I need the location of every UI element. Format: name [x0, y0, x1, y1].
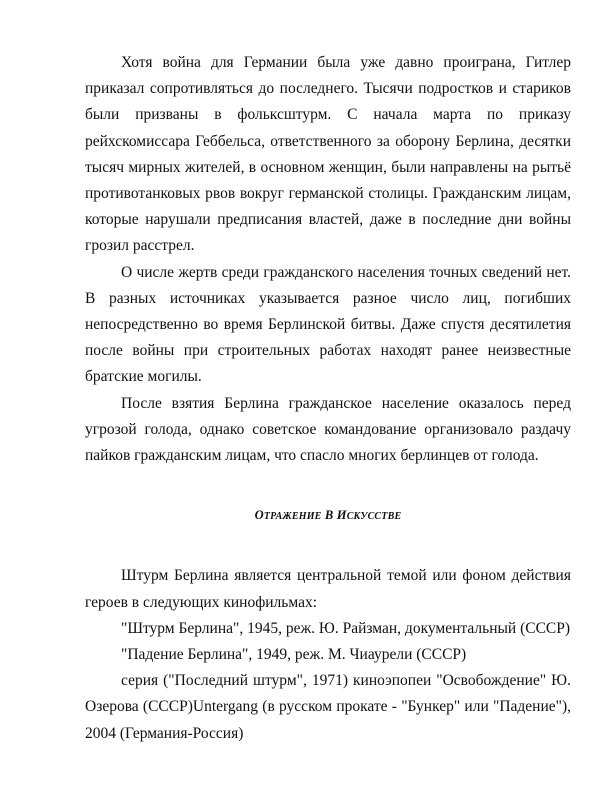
- document-page: [85, 50, 571, 747]
- paragraph-volkssturm: Хотя война для Германии была уже давно проиграна, Гитлер приказал сопротивляться до последнего. Тысячи подростков и стариков были призваны в фольксштурм. С начала марта по приказу рейхскомиссара Геббельса, ответственного за оборону Берлина, десятки тысяч мирных жителей, в основном женщин, были направлены на рытьё противотанковых рвов вокруг германской столицы. Гражданским лицам, которые нарушали предписания властей, даже в последние дни войны грозил расстрел.: [85, 54, 571, 255]
- paragraph-food-rations: После взятия Берлина гражданское население оказалось перед угрозой голода, однако советское командование организовало раздачу пайков гражданским лицам, что спасло многих берлинцев от голода.: [85, 394, 571, 465]
- paragraph-films-intro: Штурм Берлина является центральной темой или фоном действия героев в следующих кинофильмах:: [85, 567, 571, 611]
- film-item: "Штурм Берлина", 1945, реж. Ю. Райзман, документальный (СССР): [121, 619, 571, 637]
- film-item: серия ("Последний штурм", 1971) киноэпопеи "Освобождение" Ю. Озерова (СССР)Untergang (в русском прокате - "Бункер" или "Падение"), 2004 (Германия-Россия): [85, 672, 571, 742]
- film-item: "Падение Берлина", 1949, реж. М. Чиаурели (СССР): [121, 646, 467, 664]
- paragraph-civilian-casualties: О числе жертв среди гражданского населения точных сведений нет. В разных источниках указывается разное число лиц, погибших непосредственно во время Берлинской битвы. Даже спустя десятилетия после войны при строительных работах находят ранее неизвестные братские могилы.: [85, 263, 571, 386]
- section-heading-text: ОТРАЖЕНИЕ В ИСКУССТВЕ: [254, 508, 402, 523]
- section-heading: [85, 502, 571, 530]
